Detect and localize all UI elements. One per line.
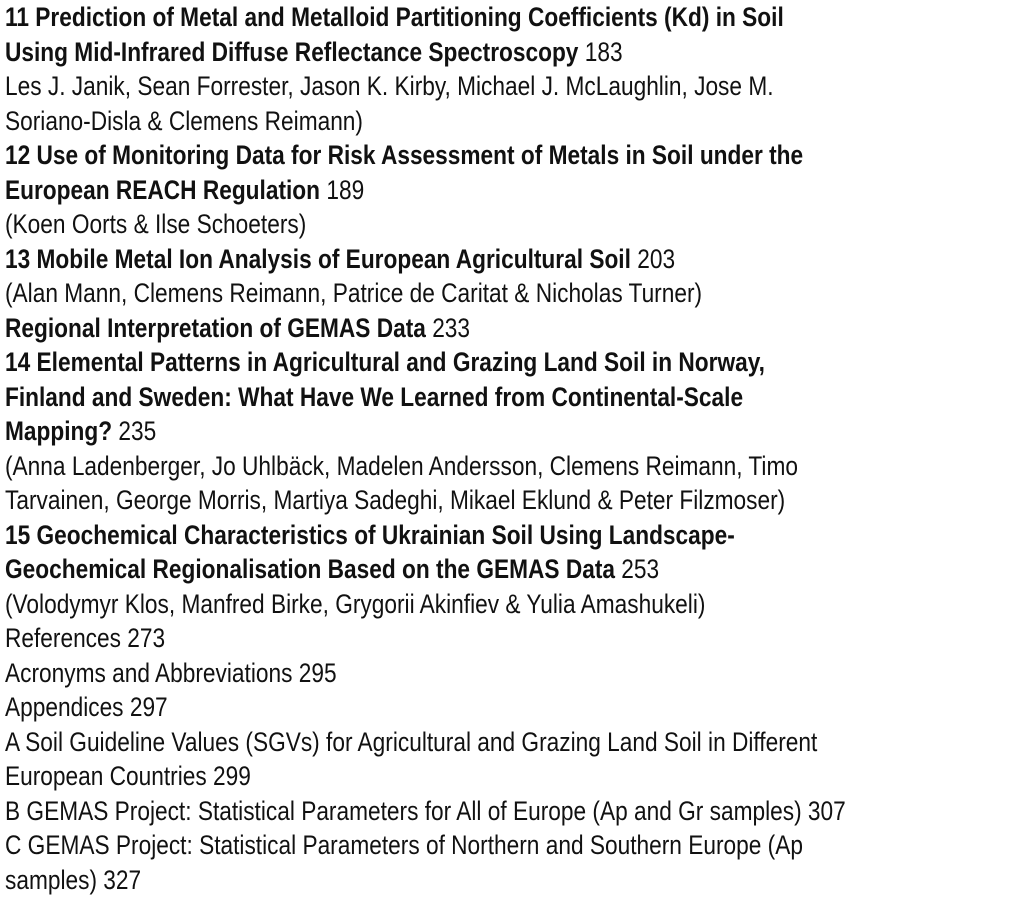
toc-entry-page-number: 235 (118, 416, 157, 446)
toc-entry-title-line (5, 311, 1017, 346)
toc-entry-title: Regional Interpretation of GEMAS Data (5, 312, 426, 343)
toc-entry-title: 13 Mobile Metal Ion Analysis of European Agricultural Soil (5, 243, 631, 274)
toc-entry-title: Finland and Sweden: What Have We Learned from Continental-Scale (5, 381, 744, 412)
toc-entry-title: 14 Elemental Patterns in Agricultural and Grazing Land Soil in Norway, (5, 347, 765, 377)
toc-back-matter-line: samples) 327 (5, 864, 142, 895)
toc-entry-title: Geochemical Regionalisation Based on the GEMAS Data (5, 554, 615, 584)
toc-entry (5, 518, 1017, 622)
toc-entry (5, 138, 1017, 242)
toc-back-matter-line: C GEMAS Project: Statistical Parameters of Northern and Southern Europe (Ap (5, 830, 803, 860)
toc-entry-authors: (Volodymyr Klos, Manfred Birke, Grygorii Akinfiev & Yulia Amashukeli) (5, 588, 706, 619)
toc-entry-page-number: 253 (621, 554, 660, 584)
toc-back-matter-entry (5, 690, 1017, 725)
toc-entry-title-line (5, 518, 1017, 553)
toc-back-matter-line: European Countries 299 (5, 761, 251, 791)
toc-entry-authors: (Anna Ladenberger, Jo Uhlbäck, Madelen Andersson, Clemens Reimann, Timo (5, 450, 798, 481)
toc-entry-title: European REACH Regulation (5, 174, 321, 205)
toc-entry (5, 345, 1017, 518)
toc-back-matter-entry (5, 656, 1017, 691)
toc-back-matter-line: References 273 (5, 623, 166, 653)
toc-entry-authors: Tarvainen, George Morris, Martiya Sadeghi, Mikael Eklund & Peter Filzmoser) (5, 485, 786, 515)
toc-entry-title: 12 Use of Monitoring Data for Risk Assessment of Metals in Soil under the (5, 140, 804, 170)
toc-entry (5, 242, 1017, 311)
toc-entry-title-line (5, 345, 1017, 380)
toc-entry-title-line (5, 242, 1017, 277)
toc-entry (5, 311, 1017, 346)
toc-back-matter-line: Appendices 297 (5, 692, 168, 722)
toc-entry-title: 11 Prediction of Metal and Metalloid Partitioning Coefficients (Kd) in Soil (5, 2, 784, 32)
toc-entry-page-number: 203 (637, 243, 676, 274)
toc-entry-title-line (5, 552, 1017, 587)
toc-back-matter-entry (5, 794, 1017, 829)
toc-body (5, 0, 1017, 897)
toc-entry-authors: (Koen Oorts & Ilse Schoeters) (5, 209, 307, 239)
toc-entry-title-line (5, 0, 1017, 35)
toc-entry-title-line (5, 380, 1017, 415)
toc-entry-authors: (Alan Mann, Clemens Reimann, Patrice de Caritat & Nicholas Turner) (5, 278, 703, 308)
toc-entry-title: Using Mid-Infrared Diffuse Reflectance Spectroscopy (5, 36, 579, 67)
toc-entry-title-line (5, 414, 1017, 449)
toc-entry-title-line (5, 138, 1017, 173)
toc-entry-page-number: 189 (326, 174, 365, 205)
toc-page (5, 0, 1017, 897)
toc-entry-page-number: 233 (432, 312, 471, 343)
toc-entry-title-line (5, 35, 1017, 70)
toc-entry-authors: Soriano-Disla & Clemens Reimann) (5, 105, 363, 136)
toc-entry-title: Mapping? (5, 416, 113, 446)
toc-entry-authors: Les J. Janik, Sean Forrester, Jason K. Kirby, Michael J. McLaughlin, Jose M. (5, 71, 774, 101)
toc-back-matter-line: Acronyms and Abbreviations 295 (5, 657, 337, 688)
toc-entry-page-number: 183 (584, 36, 623, 67)
toc-back-matter-line: B GEMAS Project: Statistical Parameters for All of Europe (Ap and Gr samples) 307 (5, 795, 846, 826)
toc-back-matter-line: A Soil Guideline Values (SGVs) for Agricultural and Grazing Land Soil in Different (5, 726, 818, 757)
toc-entry (5, 0, 1017, 138)
toc-entry-title: 15 Geochemical Characteristics of Ukrainian Soil Using Landscape- (5, 519, 735, 550)
toc-back-matter-entry (5, 725, 1017, 794)
toc-back-matter-entry (5, 828, 1017, 897)
toc-entry-title-line (5, 173, 1017, 208)
toc-back-matter-entry (5, 621, 1017, 656)
